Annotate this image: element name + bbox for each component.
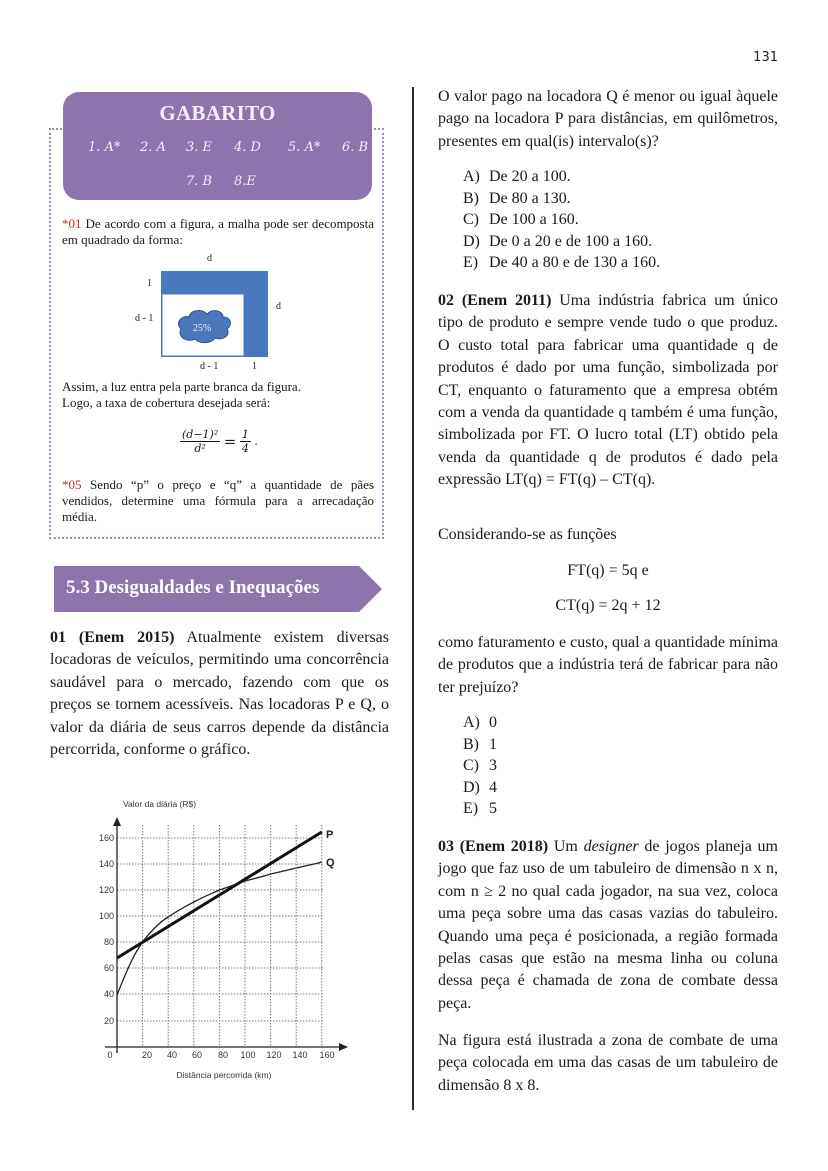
y-tick-labels: [99, 833, 114, 1026]
option-b[interactable]: B) 1: [463, 735, 497, 753]
gabarito-answer: 7. B: [186, 174, 213, 189]
question-label: 02 (Enem 2011): [438, 292, 552, 309]
figure-label-bottom-right: 1: [252, 361, 257, 372]
note-01-explanation-1: Assim, a luz entra pela parte branca da figura.: [62, 379, 301, 394]
figure-label-top: d: [207, 253, 212, 264]
svg-text:20: 20: [103, 1016, 114, 1026]
gabarito-answer: 5. A*: [288, 140, 321, 155]
formula-denominator: d²: [194, 442, 206, 455]
svg-text:140: 140: [98, 859, 114, 869]
gabarito-row-2: [63, 174, 372, 192]
coverage-figure: [130, 250, 300, 375]
svg-text:60: 60: [103, 963, 114, 973]
gabarito-answer: 2. A: [140, 140, 166, 155]
series-p-label: P: [326, 829, 334, 841]
option-c[interactable]: C) 3: [463, 757, 497, 775]
question-text: Uma indústria fabrica um único tipo de produto e sempre vende tudo o que produz. O custo total para fabricar uma quantidade q de produtos é dado por uma função, simbolizada por CT, enquanto o faturamento que a empresa obtém com a venda da quantidade q também é uma função, simbolizada por FT. O lucro total (LT) obtido pela venda da quantidade q de produtos é dado pela expressão LT(q) = FT(q) – CT(q).: [438, 292, 778, 489]
question-03-text: 03 (Enem 2018) Um designer de jogos planeja um jogo que faz uso de um tabuleiro de dimensão n x n, com n ≥ 2 no qual cada jogador, na sua vez, coloca uma peça sobre uma das casas vazias do tabuleiro. Quando uma peça é posicionada, a região formada pelas casas que estão na mesma linha ou coluna dessa peça é chamada de zona de combate dessa peça.: [438, 838, 778, 1012]
gabarito-answer: 6. B: [342, 140, 369, 155]
note-01: [62, 216, 374, 248]
section-banner: [54, 566, 382, 612]
y-axis-title: Valor da diária (R$): [123, 799, 197, 809]
svg-text:140: 140: [292, 1050, 308, 1060]
section-title: 5.3 Desigualdades e Inequações: [66, 577, 320, 598]
formula-rhs: [240, 428, 251, 455]
formula-ct: CT(q) = 2q + 12: [555, 597, 661, 614]
option-a[interactable]: A) 0: [463, 714, 497, 731]
note-05: [62, 477, 374, 525]
svg-text:120: 120: [266, 1050, 282, 1060]
svg-text:20: 20: [141, 1050, 153, 1060]
svg-text:120: 120: [98, 885, 114, 895]
option-b[interactable]: B) De 80 a 130.: [463, 189, 571, 207]
question-01-options: [463, 166, 660, 274]
question-text: Atualmente existem diversas locadoras de veículos, permitindo uma concorrência saudável para o mercado, fazendo com que os preços se tornem acessíveis. Nas locadoras P e Q, o valor da diária de seus carros depende da distância percorrida, conforme o gráfico.: [50, 629, 390, 759]
figure-label-right: d: [276, 301, 281, 312]
gabarito-answer: 8.E: [234, 174, 256, 189]
question-01-intro: [50, 627, 389, 761]
series-q-label: Q: [326, 857, 335, 869]
svg-text:40: 40: [166, 1050, 178, 1060]
formula-equals: =: [223, 432, 237, 451]
gabarito-answer: 4. D: [234, 140, 261, 155]
svg-text:100: 100: [240, 1050, 256, 1060]
gabarito-answer: 3. E: [186, 140, 213, 155]
line-chart: [85, 795, 365, 1085]
svg-text:100: 100: [98, 911, 114, 921]
question-02-considering: Considerando-se as funções: [438, 526, 617, 543]
gabarito-panel: [63, 92, 372, 200]
question-02-prompt: como faturamento e custo, qual a quantidade mínima de produtos que a indústria terá de fabricar para não ter prejuízo?: [438, 634, 778, 696]
formula-lhs: [180, 428, 220, 455]
italic-term: designer: [583, 838, 639, 855]
page-number: 131: [753, 50, 778, 65]
svg-text:80: 80: [217, 1050, 229, 1060]
question-02-options: [463, 712, 497, 820]
svg-text:80: 80: [103, 937, 114, 947]
option-c[interactable]: C) De 100 a 160.: [463, 211, 579, 229]
x-axis-title: Distância percorrida (km): [176, 1070, 272, 1080]
figure-label-left-mid: d - 1: [135, 313, 154, 324]
question-03-figure-intro: Na figura está ilustrada a zona de combate de uma peça colocada em uma das casas de um tabuleiro de dimensão 8 x 8.: [438, 1032, 778, 1094]
note-text: Sendo “p” o preço e “q” a quantidade de pães vendidos, determine uma fórmula para a arrecadação média.: [62, 477, 374, 524]
x-tick-labels: [107, 1050, 334, 1060]
option-d[interactable]: D) 4: [463, 778, 497, 796]
x-axis-arrow-icon: [339, 1043, 348, 1051]
coverage-formula: [180, 428, 258, 455]
note-marker: *01: [62, 216, 82, 231]
formula-end: .: [254, 435, 258, 448]
column-divider: [412, 87, 414, 1110]
svg-text:60: 60: [191, 1050, 203, 1060]
option-e[interactable]: E) 5: [463, 800, 497, 818]
note-text: De acordo com a figura, a malha pode ser decomposta em quadrado da forma:: [62, 216, 374, 247]
formula-rhs-numerator: 1: [241, 428, 249, 441]
formula-rhs-denominator: 4: [241, 442, 249, 455]
note-01-explanation-2: Logo, a taxa de cobertura desejada será:: [62, 395, 271, 410]
svg-text:160: 160: [98, 833, 114, 843]
option-a[interactable]: A) De 20 a 100.: [463, 168, 571, 185]
formula-numerator: (d−1)²: [182, 428, 219, 441]
note-marker: *05: [62, 477, 82, 492]
svg-text:160: 160: [319, 1050, 335, 1060]
option-e[interactable]: E) De 40 a 80 e de 130 a 160.: [463, 254, 661, 272]
question-label: 03 (Enem 2018): [438, 838, 549, 855]
svg-text:0: 0: [107, 1050, 113, 1060]
gabarito-title: GABARITO: [159, 101, 276, 125]
cloud-label: 25%: [192, 323, 212, 334]
figure-label-left-top: 1: [147, 278, 152, 289]
question-01-prompt: O valor pago na locadora Q é menor ou igual àquele pago na locadora P para distâncias, em quilômetros, presentes em qual(is) intervalo(s)?: [438, 88, 778, 150]
question-label: 01 (Enem 2015): [50, 629, 175, 646]
formula-ft: FT(q) = 5q e: [567, 562, 649, 579]
gabarito-row-1: [63, 140, 372, 158]
gabarito-answer: 1. A*: [88, 140, 121, 155]
coverage-square-diagram: [161, 271, 268, 357]
question-02-text: [438, 290, 778, 492]
svg-text:40: 40: [103, 989, 114, 999]
y-axis-arrow-icon: [113, 817, 121, 826]
figure-label-bottom-left: d - 1: [200, 361, 219, 372]
rental-price-chart: [85, 795, 365, 1085]
option-d[interactable]: D) De 0 a 20 e de 100 a 160.: [463, 232, 653, 250]
